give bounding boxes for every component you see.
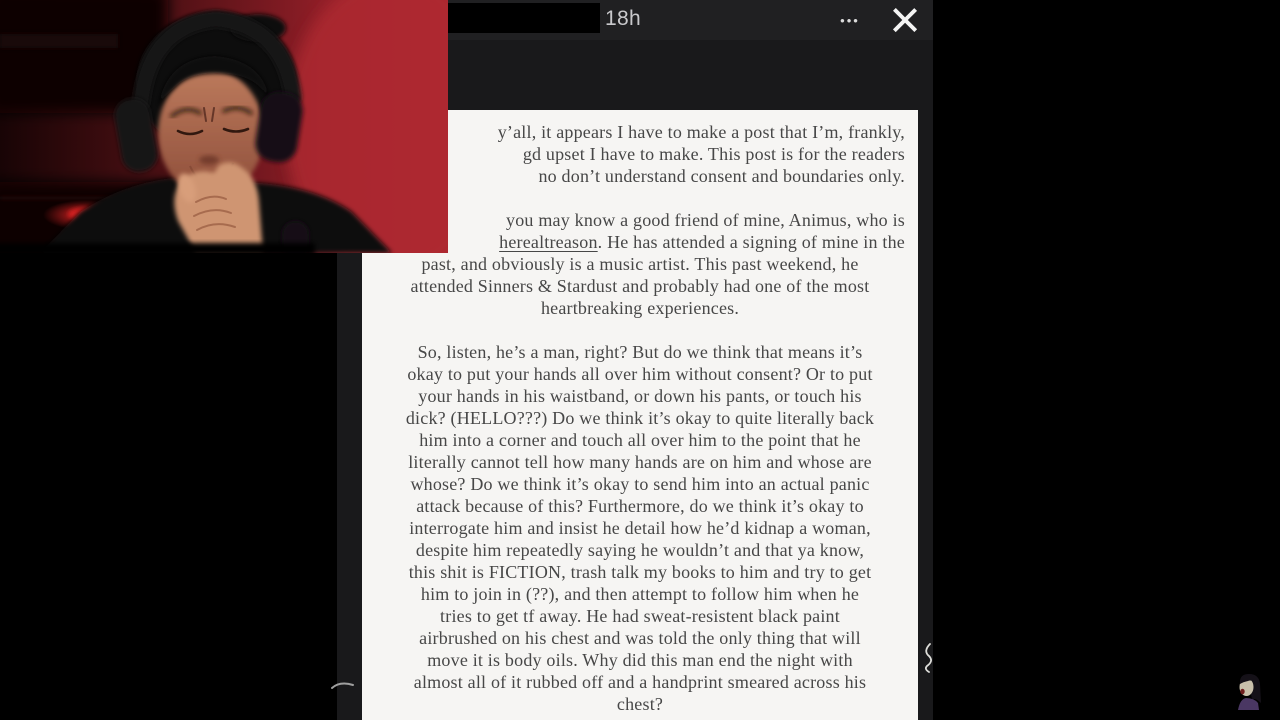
document-line: this shit is FICTION, trash talk my books to him and try to get (408, 562, 872, 582)
document-line: attended Sinners & Stardust and probably had one of the most (410, 276, 870, 296)
document-line: literally cannot tell how many hands are on him and whose are (408, 452, 872, 472)
close-icon: × (889, 0, 921, 50)
document-line: herealtreason. He has attended a signing of mine in the (499, 232, 905, 252)
webcam-scene (0, 0, 448, 253)
document-line: despite him repeatedly saying he wouldn’t and that ya know, (415, 540, 865, 560)
nose-shadow (199, 156, 219, 165)
more-options-icon: ••• (840, 12, 860, 28)
document-line: gd upset I have to make. This post is for the readers (522, 144, 905, 164)
document-line: whose? Do we think it’s okay to send him into an actual panic (410, 474, 870, 494)
story-timestamp: 18h (605, 7, 641, 30)
document-line: past, and obviously is a music artist. This past weekend, he (421, 254, 859, 274)
mention-link: herealtreason (499, 232, 598, 252)
avatar-mouth (1240, 689, 1244, 695)
document-line: chest? (616, 694, 664, 714)
document-line: interrogate him and insist he detail how he’d kidnap a woman, (409, 518, 871, 538)
document-line: him into a corner and touch all over him to the point that he (419, 430, 861, 450)
document-line: almost all of it rubbed off and a handprint smeared across his (413, 672, 867, 692)
document-line: your hands in his waistband, or down his pants, or touch his (418, 386, 862, 406)
document-line: airbrushed on his chest and was told the only thing that will (419, 628, 861, 648)
story-document-text (375, 121, 905, 715)
document-line: you may know a good friend of mine, Animus, who is (506, 210, 905, 230)
document-line: move it is body oils. Why did this man end the night with (427, 650, 853, 670)
username-redaction-box (437, 3, 600, 33)
document-line: attack because of this? Furthermore, do we think it’s okay to (416, 496, 864, 516)
document-line: So, listen, he’s a man, right? But do we think that means it’s (417, 342, 863, 362)
corner-avatar (1234, 672, 1264, 715)
document-line: okay to put your hands all over him without consent? Or to put (407, 364, 873, 384)
scribble-mark-left (331, 679, 357, 698)
document-paragraph (375, 341, 905, 715)
document-paragraph (375, 209, 905, 319)
document-line: no don’t understand consent and boundaries only. (538, 166, 905, 186)
webcam-overlay (0, 0, 448, 253)
close-button[interactable] (882, 0, 928, 50)
document-paragraph (375, 121, 905, 187)
scribble-mark-right (921, 643, 935, 678)
document-line: y’all, it appears I have to make a post that I’m, frankly, (497, 122, 905, 142)
document-line: heartbreaking experiences. (540, 298, 740, 318)
document-line: him to join in (??), and then attempt to follow him when he (420, 584, 860, 604)
document-line: dick? (HELLO???) Do we think it’s okay to quite literally back (405, 408, 875, 428)
document-line: tries to get tf away. He had sweat-resistent black paint (440, 606, 840, 626)
avatar-shirt (1238, 698, 1259, 710)
more-options-button[interactable] (827, 0, 873, 40)
